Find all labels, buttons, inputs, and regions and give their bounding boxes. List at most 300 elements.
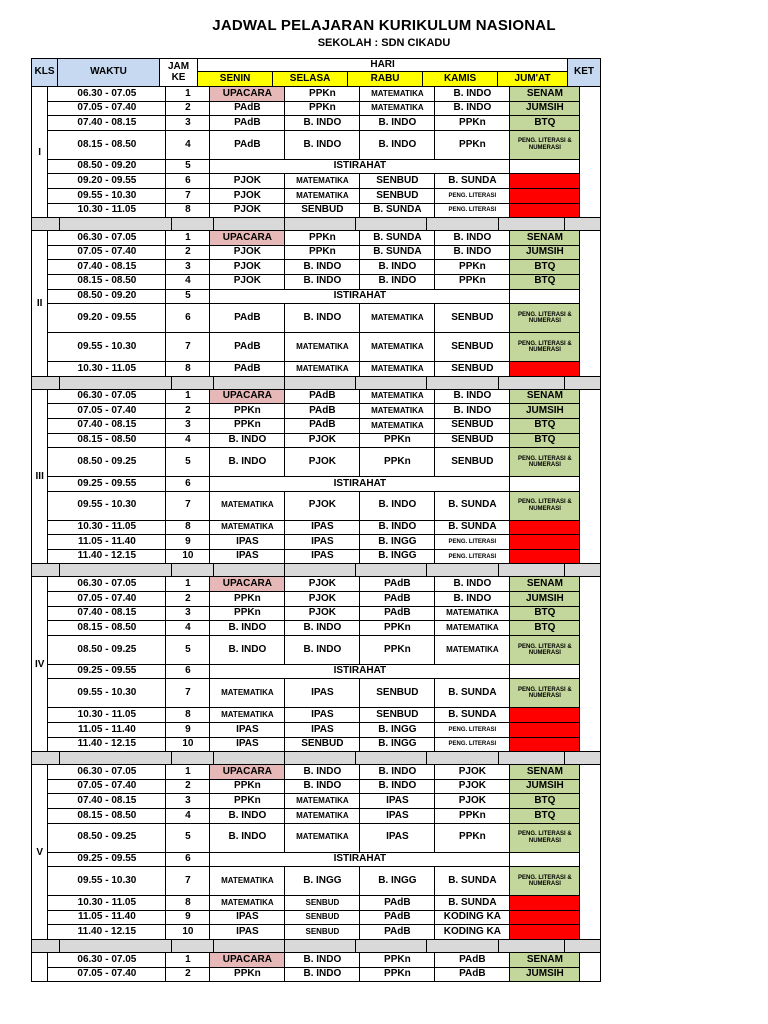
subject-cell: JUMSIH [510, 102, 580, 117]
subject-cell: B. INDO [435, 404, 510, 419]
subject-cell [510, 290, 580, 305]
table-row [48, 160, 580, 175]
subject-cell: PPKn [210, 419, 285, 434]
subject-cell: PJOK [285, 434, 360, 449]
subject-cell: IPAS [285, 723, 360, 738]
subject-cell: PAdB [210, 333, 285, 362]
table-row [48, 896, 580, 911]
separator-cell [285, 218, 356, 231]
subject-cell: B. INDO [285, 765, 360, 780]
time-cell: 10.30 - 11.05 [48, 708, 166, 723]
subject-cell: JUMSIH [510, 246, 580, 261]
time-cell: 11.05 - 11.40 [48, 535, 166, 550]
subject-cell: SENBUD [285, 738, 360, 753]
separator-cell [356, 377, 427, 390]
school-name: SEKOLAH : SDN CIKADU [317, 37, 451, 49]
table-row [48, 607, 580, 622]
subject-cell: IPAS [210, 550, 285, 565]
time-cell: 11.05 - 11.40 [48, 723, 166, 738]
subject-cell: IPAS [210, 535, 285, 550]
subject-cell: PPKn [285, 246, 360, 261]
subject-cell [510, 550, 580, 565]
subject-cell: MATEMATIKA [435, 621, 510, 636]
table-row [48, 448, 580, 477]
header-day: JUM'AT [498, 72, 568, 87]
time-cell: 09.20 - 09.55 [48, 304, 166, 333]
table-row [48, 362, 580, 377]
separator-cell [356, 218, 427, 231]
subject-cell: UPACARA [210, 390, 285, 405]
subject-cell: MATEMATIKA [285, 794, 360, 809]
subject-cell: PJOK [285, 492, 360, 521]
subject-cell: MATEMATIKA [285, 189, 360, 204]
subject-cell: PAdB [210, 304, 285, 333]
subject-cell: MATEMATIKA [210, 708, 285, 723]
subject-cell: B. INGG [285, 867, 360, 896]
time-cell: 11.40 - 12.15 [48, 550, 166, 565]
subject-cell: B. SUNDA [435, 679, 510, 708]
subject-cell: B. INDO [285, 636, 360, 665]
table-row [48, 853, 580, 868]
class-label: I [31, 87, 48, 218]
subject-cell: SENAM [510, 390, 580, 405]
subject-cell: PJOK [435, 780, 510, 795]
subject-cell: PPKn [435, 260, 510, 275]
subject-cell: MATEMATIKA [360, 87, 435, 102]
subject-cell: PJOK [210, 204, 285, 219]
subject-cell: IPAS [360, 809, 435, 824]
time-cell: 09.55 - 10.30 [48, 492, 166, 521]
time-cell: 09.55 - 10.30 [48, 333, 166, 362]
period-cell: 8 [166, 521, 210, 536]
subject-cell: B. INDO [285, 621, 360, 636]
subject-cell: PAdB [285, 419, 360, 434]
subject-cell: PENG. LITERASI & NUMERASI [510, 304, 580, 333]
table-row [48, 765, 580, 780]
separator-cell [565, 564, 601, 577]
separator-cell [499, 564, 565, 577]
subject-cell: PPKn [210, 607, 285, 622]
separator-cell [172, 377, 214, 390]
subject-cell: PAdB [360, 577, 435, 592]
period-cell: 9 [166, 723, 210, 738]
subject-cell: B. INDO [210, 434, 285, 449]
table-row [48, 275, 580, 290]
time-cell: 10.30 - 11.05 [48, 204, 166, 219]
subject-cell [510, 853, 580, 868]
separator-cell [31, 752, 60, 765]
header-waktu: WAKTU [58, 58, 160, 87]
subject-cell: BTQ [510, 275, 580, 290]
subject-cell [510, 911, 580, 926]
subject-cell: PJOK [285, 448, 360, 477]
subject-cell: SENBUD [360, 174, 435, 189]
table-row [48, 535, 580, 550]
subject-cell: B. INDO [360, 131, 435, 160]
time-cell: 08.50 - 09.25 [48, 636, 166, 665]
separator-cell [214, 218, 285, 231]
subject-cell: SENBUD [360, 679, 435, 708]
subject-cell: MATEMATIKA [210, 521, 285, 536]
header-day: SELASA [273, 72, 348, 87]
subject-cell: IPAS [210, 738, 285, 753]
separator-cell [172, 940, 214, 953]
separator-row [31, 940, 601, 953]
subject-cell: PJOK [435, 794, 510, 809]
table-row [48, 204, 580, 219]
subject-cell: SENBUD [435, 362, 510, 377]
separator-row [31, 752, 601, 765]
time-cell: 10.30 - 11.05 [48, 362, 166, 377]
schedule-table [31, 58, 601, 982]
header-ket: KET [568, 58, 601, 87]
class-label [31, 953, 48, 982]
period-cell: 3 [166, 260, 210, 275]
subject-cell: B. INDO [435, 592, 510, 607]
table-row [48, 231, 580, 246]
period-cell: 7 [166, 679, 210, 708]
subject-cell: SENBUD [285, 896, 360, 911]
subject-cell: SENAM [510, 231, 580, 246]
subject-cell: MATEMATIKA [210, 867, 285, 896]
time-cell: 07.40 - 08.15 [48, 116, 166, 131]
table-row [48, 290, 580, 305]
subject-cell: B. INDO [360, 116, 435, 131]
subject-cell: PJOK [210, 275, 285, 290]
subject-cell: PJOK [435, 765, 510, 780]
subject-cell: IPAS [360, 824, 435, 853]
subject-cell: JUMSIH [510, 968, 580, 983]
time-cell: 08.50 - 09.20 [48, 290, 166, 305]
period-cell: 2 [166, 780, 210, 795]
subject-cell: PENG. LITERASI & NUMERASI [510, 867, 580, 896]
period-cell: 4 [166, 434, 210, 449]
subject-cell: PENG. LITERASI [435, 738, 510, 753]
class-block [31, 765, 601, 940]
separator-row [31, 377, 601, 390]
subject-cell: IPAS [285, 679, 360, 708]
header-day: KAMIS [423, 72, 498, 87]
subject-cell: B. INDO [360, 765, 435, 780]
subject-cell: PPKn [360, 636, 435, 665]
subject-cell: IPAS [210, 925, 285, 940]
separator-cell [31, 940, 60, 953]
period-cell: 8 [166, 362, 210, 377]
header-hari: HARI [198, 58, 568, 72]
subject-cell: MATEMATIKA [360, 390, 435, 405]
table-row [48, 189, 580, 204]
subject-cell: PPKn [360, 434, 435, 449]
table-row [48, 780, 580, 795]
time-cell: 06.30 - 07.05 [48, 953, 166, 968]
time-cell: 07.05 - 07.40 [48, 780, 166, 795]
subject-cell: SENBUD [435, 448, 510, 477]
subject-cell [510, 896, 580, 911]
table-row [48, 333, 580, 362]
separator-cell [499, 218, 565, 231]
separator-cell [214, 752, 285, 765]
table-row [48, 968, 580, 983]
table-row [48, 304, 580, 333]
separator-cell [31, 377, 60, 390]
time-cell: 09.55 - 10.30 [48, 189, 166, 204]
separator-cell [31, 218, 60, 231]
subject-cell: JUMSIH [510, 592, 580, 607]
table-row [48, 577, 580, 592]
subject-cell: PENG. LITERASI & NUMERASI [510, 492, 580, 521]
subject-cell: PPKn [210, 404, 285, 419]
subject-cell [510, 521, 580, 536]
subject-cell [510, 174, 580, 189]
break-cell: ISTIRAHAT [210, 160, 510, 175]
time-cell: 07.40 - 08.15 [48, 607, 166, 622]
period-cell: 7 [166, 492, 210, 521]
subject-cell: PENG. LITERASI [435, 550, 510, 565]
class-block [31, 87, 601, 218]
period-cell: 3 [166, 419, 210, 434]
table-row [48, 260, 580, 275]
period-cell: 1 [166, 577, 210, 592]
subject-cell: PENG. LITERASI [435, 204, 510, 219]
subject-cell: PAdB [360, 896, 435, 911]
subject-cell: PAdB [435, 953, 510, 968]
subject-cell: PJOK [285, 592, 360, 607]
table-row [48, 621, 580, 636]
table-row [48, 246, 580, 261]
subject-cell: MATEMATIKA [210, 679, 285, 708]
subject-cell: SENBUD [435, 333, 510, 362]
period-cell: 8 [166, 204, 210, 219]
subject-cell: B. INDO [360, 492, 435, 521]
subject-cell: MATEMATIKA [285, 824, 360, 853]
subject-cell [510, 708, 580, 723]
subject-cell: MATEMATIKA [360, 102, 435, 117]
subject-cell: PAdB [210, 116, 285, 131]
ket-cell [580, 231, 601, 377]
period-cell: 5 [166, 824, 210, 853]
class-label: IV [31, 577, 48, 752]
subject-cell: SENAM [510, 87, 580, 102]
table-row [48, 794, 580, 809]
subject-cell [510, 204, 580, 219]
separator-cell [565, 752, 601, 765]
subject-cell: MATEMATIKA [360, 333, 435, 362]
subject-cell: IPAS [210, 911, 285, 926]
break-cell: ISTIRAHAT [210, 853, 510, 868]
subject-cell: BTQ [510, 621, 580, 636]
subject-cell: MATEMATIKA [435, 636, 510, 665]
subject-cell: PPKn [360, 968, 435, 983]
table-row [48, 723, 580, 738]
separator-cell [60, 752, 172, 765]
period-cell: 6 [166, 477, 210, 492]
subject-cell: B. INGG [360, 550, 435, 565]
table-row [48, 102, 580, 117]
subject-cell: PJOK [285, 607, 360, 622]
subject-cell: PPKn [360, 621, 435, 636]
time-cell: 08.15 - 08.50 [48, 621, 166, 636]
time-cell: 06.30 - 07.05 [48, 577, 166, 592]
separator-cell [499, 377, 565, 390]
period-cell: 2 [166, 592, 210, 607]
table-row [48, 867, 580, 896]
table-row [48, 521, 580, 536]
subject-cell: BTQ [510, 260, 580, 275]
subject-cell: PPKn [285, 102, 360, 117]
period-cell: 6 [166, 665, 210, 680]
time-cell: 06.30 - 07.05 [48, 390, 166, 405]
header-jam: JAM KE [160, 58, 198, 87]
period-cell: 10 [166, 550, 210, 565]
subject-cell: B. INDO [435, 102, 510, 117]
subject-cell: B. INDO [435, 246, 510, 261]
subject-cell [510, 160, 580, 175]
separator-cell [172, 218, 214, 231]
ket-cell [580, 953, 601, 982]
period-cell: 8 [166, 708, 210, 723]
period-cell: 2 [166, 404, 210, 419]
subject-cell: IPAS [285, 550, 360, 565]
subject-cell: PJOK [210, 246, 285, 261]
period-cell: 10 [166, 925, 210, 940]
subject-cell: B. INDO [285, 953, 360, 968]
time-cell: 08.50 - 09.20 [48, 160, 166, 175]
period-cell: 5 [166, 636, 210, 665]
time-cell: 08.15 - 08.50 [48, 434, 166, 449]
table-row [48, 738, 580, 753]
subject-cell: MATEMATIKA [285, 333, 360, 362]
table-row [48, 824, 580, 853]
period-cell: 1 [166, 231, 210, 246]
subject-cell: PPKn [360, 953, 435, 968]
subject-cell: PAdB [285, 390, 360, 405]
period-cell: 4 [166, 131, 210, 160]
subject-cell: B. INDO [360, 260, 435, 275]
time-cell: 08.50 - 09.25 [48, 448, 166, 477]
table-row [48, 550, 580, 565]
subject-cell: PPKn [435, 116, 510, 131]
break-cell: ISTIRAHAT [210, 477, 510, 492]
subject-cell: B. SUNDA [360, 204, 435, 219]
subject-cell: PENG. LITERASI & NUMERASI [510, 824, 580, 853]
time-cell: 06.30 - 07.05 [48, 231, 166, 246]
separator-cell [285, 377, 356, 390]
table-row [48, 708, 580, 723]
subject-cell: KODING KA [435, 925, 510, 940]
subject-cell: MATEMATIKA [285, 362, 360, 377]
subject-cell: SENAM [510, 765, 580, 780]
table-row [48, 419, 580, 434]
subject-cell: B. INGG [360, 723, 435, 738]
class-block [31, 953, 601, 982]
period-cell: 9 [166, 535, 210, 550]
subject-cell: MATEMATIKA [360, 404, 435, 419]
subject-cell: PENG. LITERASI & NUMERASI [510, 636, 580, 665]
time-cell: 07.05 - 07.40 [48, 404, 166, 419]
separator-cell [427, 377, 498, 390]
subject-cell: PPKn [210, 592, 285, 607]
subject-cell: MATEMATIKA [360, 419, 435, 434]
table-row [48, 390, 580, 405]
separator-row [31, 564, 601, 577]
subject-cell: IPAS [285, 535, 360, 550]
subject-cell: PPKn [285, 87, 360, 102]
subject-cell: B. INDO [360, 275, 435, 290]
table-row [48, 477, 580, 492]
subject-cell: PPKn [210, 794, 285, 809]
separator-cell [499, 752, 565, 765]
time-cell: 11.40 - 12.15 [48, 738, 166, 753]
subject-cell: B. INGG [360, 535, 435, 550]
time-cell: 11.40 - 12.15 [48, 925, 166, 940]
table-row [48, 809, 580, 824]
period-cell: 4 [166, 621, 210, 636]
subject-cell: PAdB [360, 925, 435, 940]
subject-cell: JUMSIH [510, 404, 580, 419]
period-cell: 6 [166, 174, 210, 189]
subject-cell: B. INDO [285, 968, 360, 983]
time-cell: 11.05 - 11.40 [48, 911, 166, 926]
period-cell: 5 [166, 290, 210, 305]
table-row [48, 911, 580, 926]
time-cell: 10.30 - 11.05 [48, 521, 166, 536]
separator-cell [172, 564, 214, 577]
subject-cell: B. INDO [210, 621, 285, 636]
period-cell: 10 [166, 738, 210, 753]
subject-cell: UPACARA [210, 577, 285, 592]
subject-cell: SENBUD [360, 189, 435, 204]
subject-cell: BTQ [510, 794, 580, 809]
separator-cell [427, 752, 498, 765]
subject-cell: PPKn [210, 968, 285, 983]
period-cell: 1 [166, 953, 210, 968]
subject-cell: JUMSIH [510, 780, 580, 795]
subject-cell: B. INDO [210, 809, 285, 824]
subject-cell: SENBUD [285, 204, 360, 219]
time-cell: 09.55 - 10.30 [48, 867, 166, 896]
time-cell: 07.05 - 07.40 [48, 592, 166, 607]
subject-cell: SENBUD [285, 911, 360, 926]
subject-cell: UPACARA [210, 765, 285, 780]
subject-cell: PPKn [435, 275, 510, 290]
subject-cell: B. INGG [360, 867, 435, 896]
table-row [48, 434, 580, 449]
subject-cell: BTQ [510, 809, 580, 824]
separator-cell [565, 940, 601, 953]
subject-cell: B. INGG [360, 738, 435, 753]
separator-cell [172, 752, 214, 765]
subject-cell [510, 362, 580, 377]
break-cell: ISTIRAHAT [210, 665, 510, 680]
subject-cell: SENBUD [435, 304, 510, 333]
time-cell: 07.40 - 08.15 [48, 419, 166, 434]
subject-cell: PJOK [210, 189, 285, 204]
period-cell: 9 [166, 911, 210, 926]
subject-cell: PPKn [360, 448, 435, 477]
time-cell: 06.30 - 07.05 [48, 87, 166, 102]
separator-cell [60, 218, 172, 231]
separator-cell [565, 218, 601, 231]
subject-cell: BTQ [510, 607, 580, 622]
subject-cell: B. SUNDA [435, 492, 510, 521]
period-cell: 4 [166, 809, 210, 824]
time-cell: 07.05 - 07.40 [48, 102, 166, 117]
subject-cell: UPACARA [210, 231, 285, 246]
table-row [48, 953, 580, 968]
separator-cell [214, 940, 285, 953]
period-cell: 5 [166, 448, 210, 477]
table-row [48, 404, 580, 419]
